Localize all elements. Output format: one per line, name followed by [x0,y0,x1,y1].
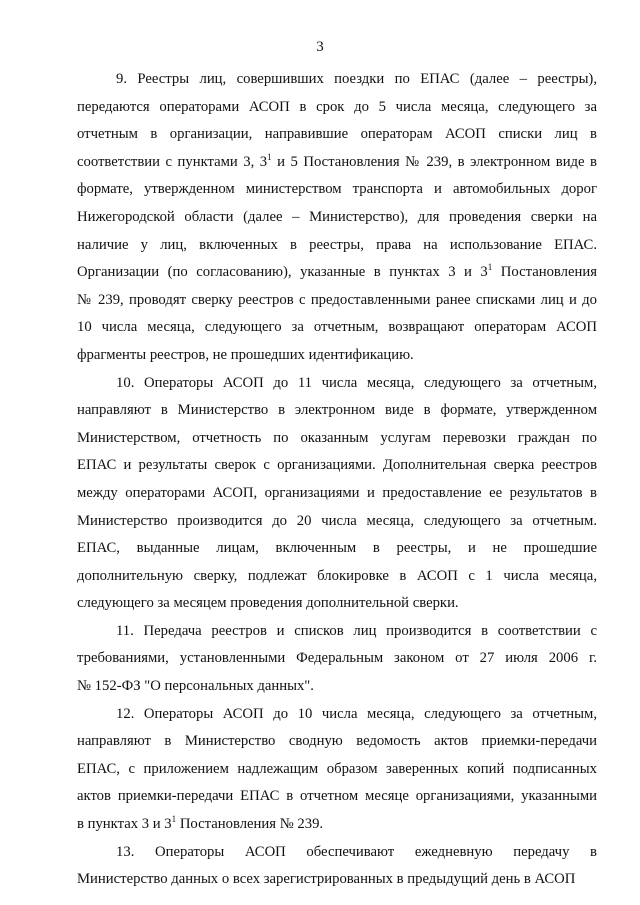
text-line: 9. Реестры лиц, совершивших поездки по ЕПАС (далее – реестры), [116,71,597,87]
text-line: передаются операторами АСОП в срок до 5 числа месяца, следующего за [77,98,597,115]
text-line: формате, утвержденном министерством транспорта и автомобильных дорог [77,181,597,198]
text-line: направляют в Министерство сводную ведомость актов приемки-передачи [77,733,597,750]
text-line: следующего за месяцем проведения дополнительной сверки. [77,595,459,612]
text-line: Министерство данных о всех зарегистрированных в предыдущий день в АСОП [77,871,576,888]
text-line: Министерством, отчетность по оказанным услугам перевозки граждан по [77,429,597,446]
text-line: Организации (по согласованию), указанные в пунктах 3 и $3^1$ Постановления [77,262,597,281]
page-number: 3 [316,39,324,55]
text-line: 12. Операторы АСОП до 10 числа месяца, следующего за отчетным, [116,705,597,722]
text-line: между операторами АСОП, организациями и предоставление ее результатов в [77,484,597,501]
paragraph-13 [77,839,597,894]
text-line: 11. Передача реестров и списков лиц производится в соответствии с [116,622,597,639]
text-line: № 152-ФЗ "О персональных данных". [77,678,314,695]
text-line: фрагменты реестров, не прошедших идентификацию. [77,346,414,363]
text-line: в пунктах 3 и $3^1$ Постановления № 239. [77,814,324,833]
paragraph-9 [77,66,597,370]
text-line: актов приемки-передачи ЕПАС в отчетном месяце организациями, указанными [77,788,597,805]
text-line: ЕПАС и результаты сверок с организациями. Дополнительная сверка реестров [77,457,597,474]
text-line: наличие у лиц, включенных в реестры, права на использование ЕПАС. [77,236,597,253]
text-line: ЕПАС, с приложением надлежащим образом заверенных копий подписанных [77,760,597,777]
text-line: Нижегородской области (далее – Министерство), для проведения сверки на [77,208,597,225]
paragraph-11 [77,618,597,701]
text-line: Министерство производится до 20 числа месяца, следующего за отчетным. [77,512,597,529]
text-line: направляют в Министерство в электронном виде в формате, утвержденном [77,402,597,419]
text-line: 13. Операторы АСОП обеспечивают ежедневную передачу в [116,843,597,860]
text-line: ЕПАС, выданные лицам, включенным в реестры, и не прошедшие [77,540,597,557]
text-line: 10 числа месяца, следующего за отчетным, возвращают операторам АСОП [77,319,597,336]
text-line: требованиями, установленными Федеральным законом от 27 июля 2006 г. [77,650,597,667]
document-body [77,66,597,894]
text-line: 10. Операторы АСОП до 11 числа месяца, следующего за отчетным, [116,374,597,391]
text-line: отчетным в организации, направившие операторам АСОП списки лиц в [77,126,597,143]
text-line: соответствии с пунктами 3, $3^1$ и 5 Постановления № 239, в электронном виде в [77,151,597,170]
text-line: дополнительную сверку, подлежат блокировке в АСОП с 1 числа месяца, [77,567,597,584]
paragraph-12 [77,701,597,839]
text-line: № 239, проводят сверку реестров с предоставленными ранее списками лиц и до [77,291,597,308]
paragraph-10 [77,370,597,618]
